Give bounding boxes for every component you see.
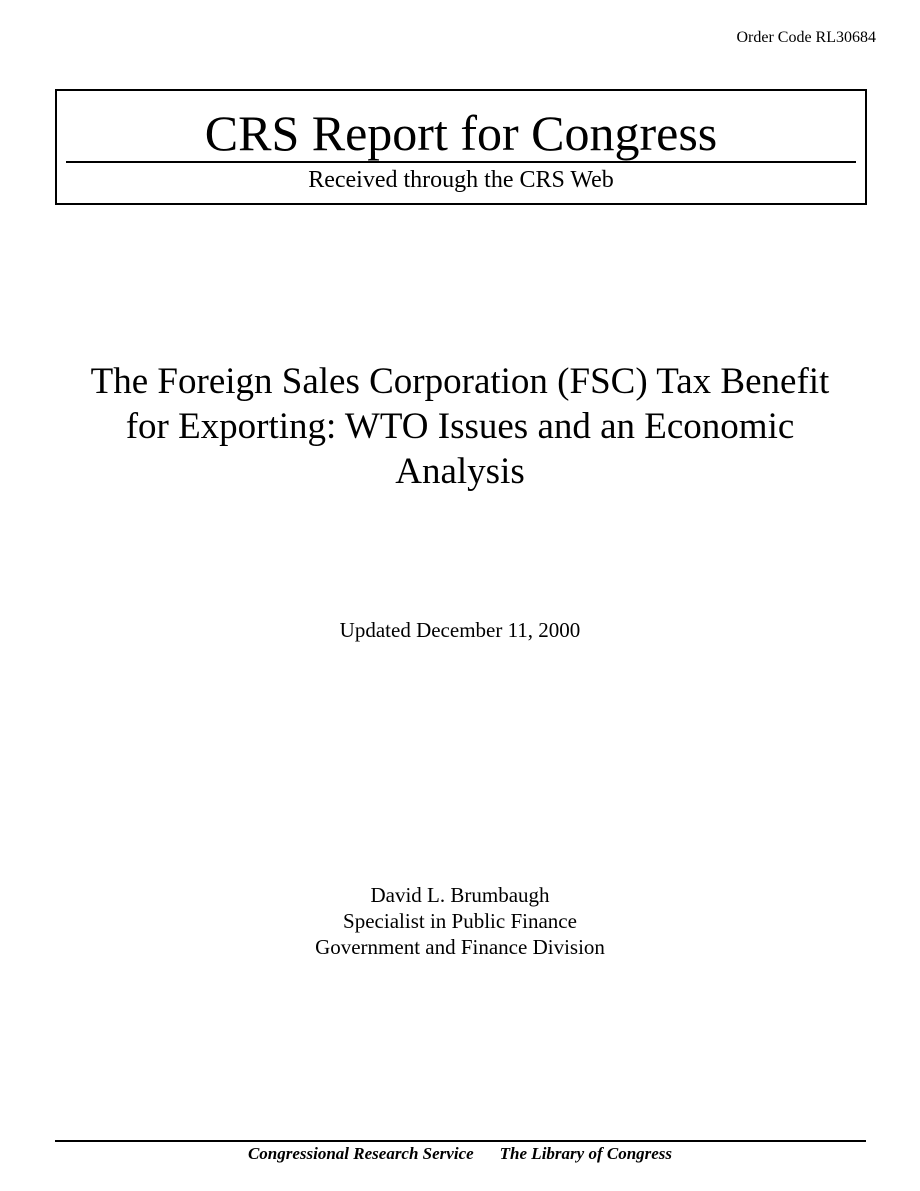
author-position: Specialist in Public Finance [343,909,577,933]
author-division: Government and Finance Division [315,935,605,959]
report-title [40,359,880,494]
header-subtitle: Received through the CRS Web [308,167,614,193]
updated-date: Updated December 11, 2000 [339,618,581,642]
report-title-line: The Foreign Sales Corporation (FSC) Tax Benefit [90,361,830,402]
report-header-box [55,89,867,205]
report-title-line: Analysis [395,451,525,492]
header-title: CRS Report for Congress [204,105,718,161]
header-divider [66,161,856,163]
footer-organization: Congressional Research Service [247,1144,474,1163]
author-block [0,882,920,960]
footer [0,1143,920,1165]
order-code: Order Code RL30684 [736,29,876,46]
footer-library: The Library of Congress [499,1144,673,1163]
author-name: David L. Brumbaugh [370,883,550,907]
footer-divider [55,1140,866,1142]
report-title-line: for Exporting: WTO Issues and an Economic [125,406,795,447]
